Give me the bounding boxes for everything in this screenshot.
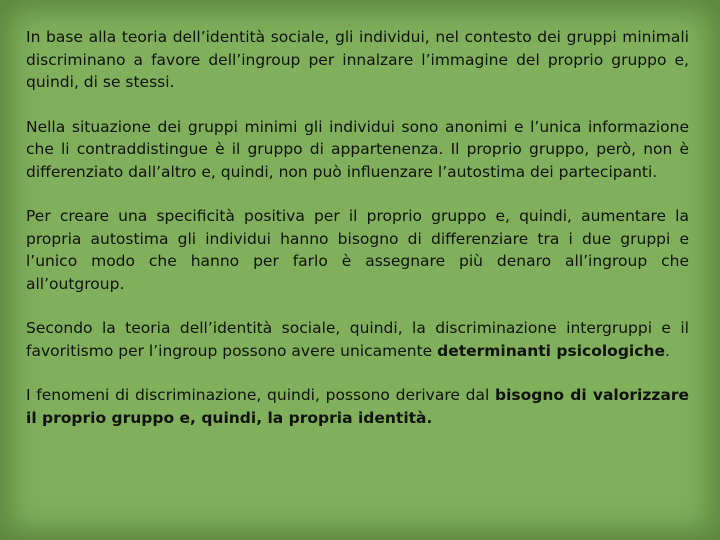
paragraph-5-text: I fenomeni di discriminazione, quindi, possono derivare dal <box>26 386 495 404</box>
paragraph-2: Nella situazione dei gruppi minimi gli individui sono anonimi e l’unica informazione che li contraddistingue è il gruppo di appartenenza. Il proprio gruppo, però, non è differenziato dall’altro e, quindi, non può influenzare l’autostima dei partecipanti. <box>26 117 689 181</box>
paragraph-3: Per creare una specificità positiva per il proprio gruppo e, quindi, aumentare la propria autostima gli individui hanno bisogno di differenziare tra i due gruppi e l’unico modo che hanno per farlo è assegnare più denaro all’ingroup che all’outgroup. <box>26 207 689 293</box>
slide-content <box>26 26 689 429</box>
paragraph-4 <box>26 317 689 362</box>
paragraph-4-end: . <box>664 341 670 360</box>
paragraph-4-text: Secondo la teoria dell’identità sociale, quindi, la discriminazione intergruppi e il favoritismo per l’ingroup possono avere unicamente <box>26 319 689 360</box>
paragraph-5-bold: bisogno di valorizzare il proprio gruppo e, quindi, la propria identità. <box>26 386 689 427</box>
paragraph-5 <box>26 384 689 429</box>
paragraph-4-bold: determinanti psicologiche <box>437 341 665 360</box>
paragraph-1: In base alla teoria dell’identità sociale, gli individui, nel contesto dei gruppi minimali discriminano a favore dell’ingroup per innalzare l’immagine del proprio gruppo e, quindi, di se stessi. <box>26 28 689 91</box>
